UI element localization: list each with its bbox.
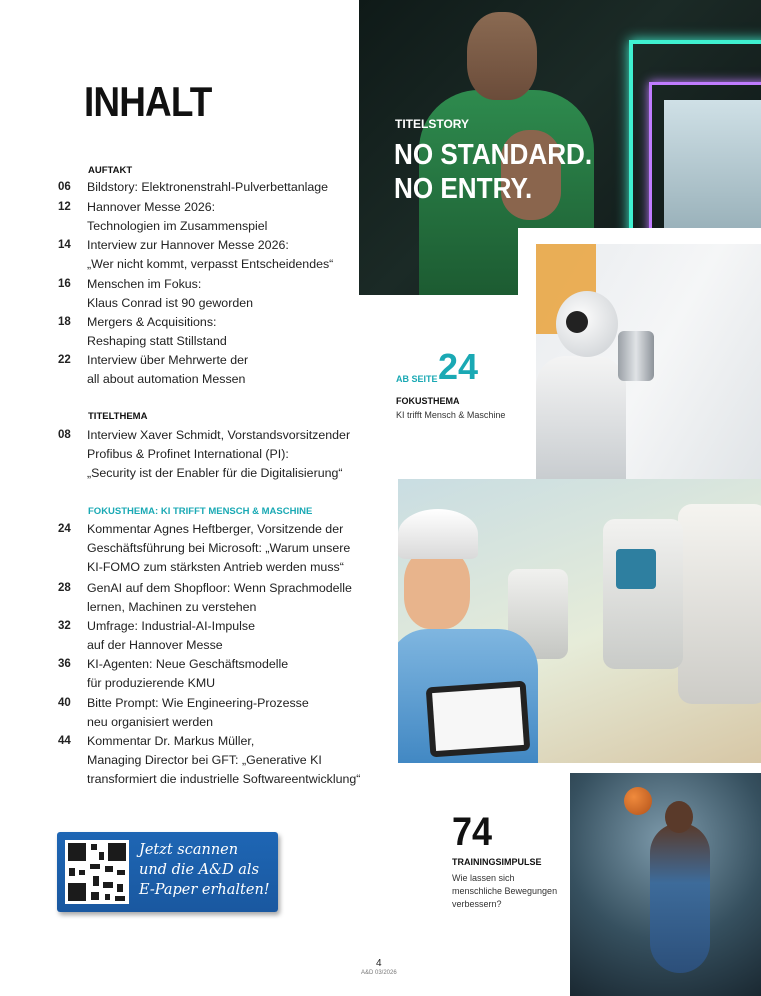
- toc-entry-text: Interview Xaver Schmidt, Vorstandsvorsitzender: [87, 428, 351, 442]
- toc-entry-text: Kommentar Dr. Markus Müller,: [87, 734, 255, 748]
- tin-can-phone: [618, 331, 654, 381]
- toc-page-number: 12: [58, 201, 71, 213]
- toc-entry-text: lernen, Machinen zu verstehen: [87, 600, 257, 614]
- toc-page-number: 08: [58, 429, 71, 441]
- qr-banner-text: [139, 840, 275, 900]
- toc-entry-text: KI-Agenten: Neue Geschäftsmodelle: [87, 657, 289, 671]
- toc-entry-text: all about automation Messen: [87, 372, 246, 386]
- machine: [678, 504, 761, 704]
- fokus-robot-image[interactable]: [518, 228, 761, 498]
- titelstory-headline: [394, 138, 592, 206]
- toc-entry-text: für produzierende KMU: [87, 676, 216, 690]
- section-heading-auftakt: AUFTAKT: [88, 165, 133, 176]
- trainings-subtitle: Wie lassen sich menschliche Bewegungen verbessern?: [452, 873, 558, 909]
- player-head: [665, 801, 693, 833]
- toc-page-number: 16: [58, 278, 71, 290]
- toc-entry-text: GenAI auf dem Shopfloor: Wenn Sprachmodelle: [87, 581, 352, 595]
- basketball: [624, 787, 652, 815]
- publication-footer: A&D 03/2026: [361, 970, 397, 976]
- section-heading-titelthema: TITELTHEMA: [88, 411, 148, 422]
- toc-page-number: 24: [58, 523, 71, 535]
- robot-eye: [566, 311, 588, 333]
- fokus-label: FOKUSTHEMA: [396, 396, 460, 406]
- titelstory-kicker: TITELSTORY: [395, 117, 470, 131]
- machine-screen: [616, 549, 656, 589]
- fokus-worker-image[interactable]: [398, 479, 761, 763]
- headline-line: NO STANDARD.: [394, 139, 593, 171]
- toc-page-number: 18: [58, 316, 71, 328]
- player-figure: [650, 823, 710, 973]
- toc-page-number: 22: [58, 354, 71, 366]
- headline-line: NO ENTRY.: [394, 173, 533, 205]
- toc-entry-text: KI-FOMO zum stärksten Antrieb werden muss“: [87, 560, 344, 574]
- toc-page-number: 06: [58, 181, 71, 193]
- toc-entry-text: Interview zur Hannover Messe 2026:: [87, 238, 289, 252]
- toc-page-number: 40: [58, 697, 71, 709]
- page-title: INHALT: [84, 78, 212, 125]
- page-number: 4: [376, 958, 382, 969]
- toc-entry-text: Kommentar Agnes Heftberger, Vorsitzende der: [87, 522, 344, 536]
- toc-entry-text: Bitte Prompt: Wie Engineering-Prozesse: [87, 696, 309, 710]
- trainings-label: TRAININGSIMPULSE: [452, 857, 542, 867]
- toc-entry-text: Menschen im Fokus:: [87, 277, 202, 291]
- fokus-prefix: AB SEITE: [396, 374, 438, 384]
- hard-hat: [398, 509, 478, 559]
- qr-banner-line: E-Paper erhalten!: [139, 882, 270, 898]
- trainings-page-number[interactable]: 74: [452, 810, 493, 854]
- tablet: [426, 681, 531, 758]
- qr-code-icon[interactable]: [65, 840, 129, 904]
- fokus-subtitle: KI trifft Mensch & Maschine: [396, 410, 506, 420]
- toc-entry-text: Klaus Conrad ist 90 geworden: [87, 296, 253, 310]
- toc-entry-text: Geschäftsführung bei Microsoft: „Warum unsere: [87, 541, 351, 555]
- toc-page-number: 32: [58, 620, 71, 632]
- man-head: [467, 12, 537, 100]
- toc-entry-text: Technologien im Zusammenspiel: [87, 219, 268, 233]
- toc-entry-text: Reshaping statt Stillstand: [87, 334, 227, 348]
- toc-entry-text: transformiert die industrielle Softwareentwicklung“: [87, 772, 361, 786]
- toc-entry-text: Mergers & Acquisitions:: [87, 315, 217, 329]
- section-heading-fokusthema: FOKUSTHEMA: KI TRIFFT MENSCH & MASCHINE: [88, 506, 313, 517]
- fokus-page-number[interactable]: 24: [438, 346, 479, 387]
- toc-entry-text: neu organisiert werden: [87, 715, 214, 729]
- toc-page-number: 44: [58, 735, 71, 747]
- toc-entry-text: „Wer nicht kommt, verpasst Entscheidendes“: [87, 257, 334, 271]
- toc-entry-text: Profibus & Profinet International (PI):: [87, 447, 289, 461]
- toc-entry-text: Managing Director bei GFT: „Generative KI: [87, 753, 322, 767]
- toc-page-number: 14: [58, 239, 71, 251]
- qr-banner-line: Jetzt scannen: [139, 842, 239, 858]
- toc-entry-text: Bildstory: Elektronenstrahl-Pulverbettanlage: [87, 180, 329, 194]
- trainings-basketball-image[interactable]: [570, 773, 761, 996]
- toc-entry-text: Interview über Mehrwerte der: [87, 353, 249, 367]
- toc-page-number: 28: [58, 582, 71, 594]
- qr-banner-line: und die A&D als: [139, 862, 260, 878]
- toc-page-number: 36: [58, 658, 71, 670]
- qr-banner[interactable]: [57, 832, 278, 912]
- machine: [603, 519, 683, 669]
- toc-entry-text: Hannover Messe 2026:: [87, 200, 216, 214]
- toc-entry-text: Umfrage: Industrial-AI-Impulse: [87, 619, 256, 633]
- worker-face: [404, 549, 470, 629]
- toc-entry-text: „Security ist der Enabler für die Digitalisierung“: [87, 466, 343, 480]
- toc-entry-text: auf der Hannover Messe: [87, 638, 223, 652]
